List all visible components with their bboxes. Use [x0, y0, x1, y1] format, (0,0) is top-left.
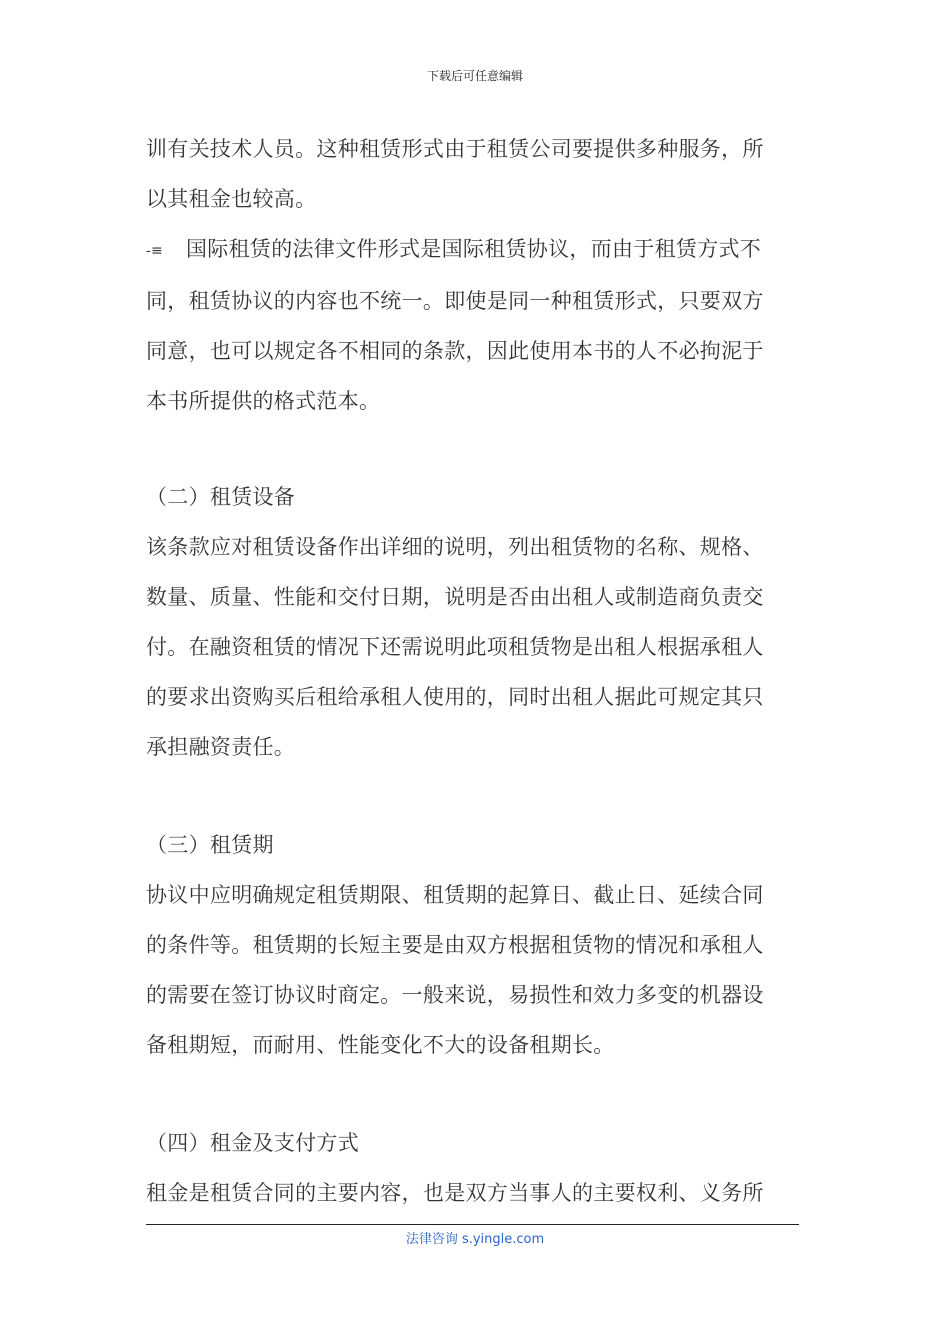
list-marker: -≡	[146, 242, 164, 259]
text-line: 数量、质量、性能和交付日期，说明是否由出租人或制造商负责交	[146, 585, 764, 609]
text-line: 该条款应对租赁设备作出详细的说明，列出租赁物的名称、规格、	[146, 535, 764, 559]
text-line-content: 国际租赁的法律文件形式是国际租赁协议，而由于租赁方式不	[186, 237, 762, 261]
text-line: 本书所提供的格式范本。	[146, 388, 381, 413]
section-heading-2: （二）租赁设备	[146, 485, 296, 509]
text-line: 付。在融资租赁的情况下还需说明此项租赁物是出租人根据承租人	[146, 635, 764, 659]
paragraph-4	[146, 870, 764, 1070]
paragraph-3	[146, 522, 764, 772]
section-heading-4: （四）租金及支付方式	[146, 1131, 359, 1155]
text-line: 的需要在签订协议时商定。一般来说，易损性和效力多变的机器设	[146, 983, 764, 1007]
paragraph-2	[146, 224, 764, 426]
text-line: 协议中应明确规定租赁期限、租赁期的起算日、截止日、延续合同	[146, 883, 764, 907]
text-line: 的要求出资购买后租给承租人使用的，同时出租人据此可规定其只	[146, 685, 764, 709]
text-line: 以其租金也较高。	[146, 187, 317, 211]
text-line: 同意，也可以规定各不相同的条款，因此使用本书的人不必拘泥于	[146, 338, 764, 363]
paragraph-1	[146, 124, 764, 224]
text-line	[146, 224, 764, 276]
text-line: 的条件等。租赁期的长短主要是由双方根据租赁物的情况和承租人	[146, 933, 764, 957]
footer-divider	[146, 1224, 799, 1225]
text-line: 训有关技术人员。这种租赁形式由于租赁公司要提供多种服务，所	[146, 137, 764, 161]
text-line: 承担融资责任。	[146, 735, 296, 759]
page-header: 下载后可任意编辑	[426, 69, 523, 83]
section-heading-3: （三）租赁期	[146, 833, 274, 857]
footer-link[interactable]: 法律咨询 s.yingle.com	[405, 1232, 545, 1247]
text-line: 租金是租赁合同的主要内容，也是双方当事人的主要权利、义务所	[146, 1181, 764, 1205]
text-line: 备租期短，而耐用、性能变化不大的设备租期长。	[146, 1033, 615, 1057]
paragraph-5	[146, 1168, 764, 1218]
text-line: 同，租赁协议的内容也不统一。即使是同一种租赁形式，只要双方	[146, 288, 764, 313]
